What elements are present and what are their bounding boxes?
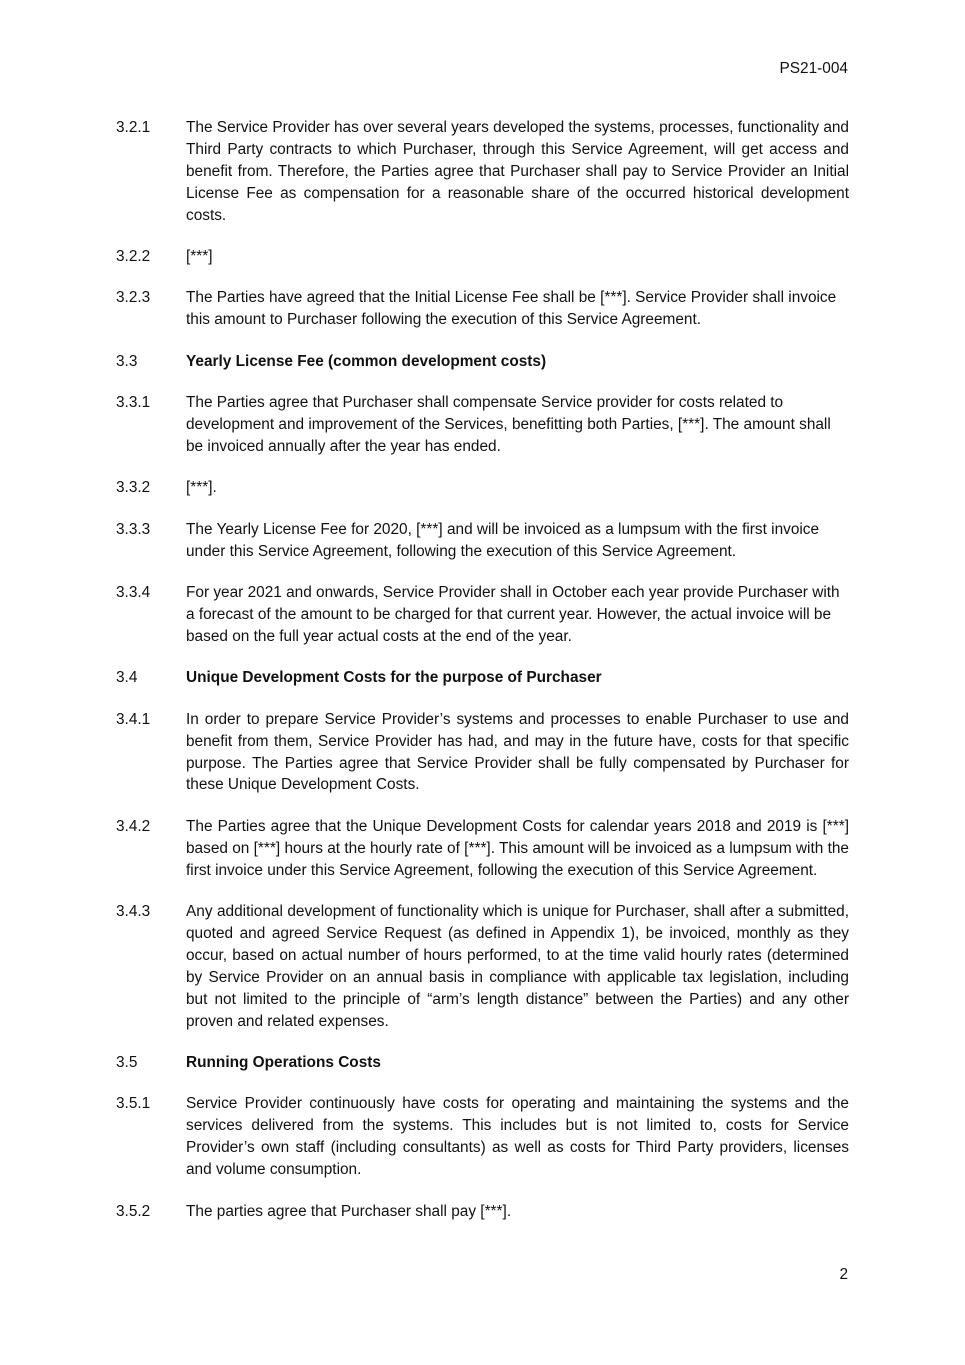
clause-number: 3.5.1 bbox=[116, 1095, 151, 1113]
document-body bbox=[116, 117, 849, 1242]
clause-number: 3.2.1 bbox=[116, 119, 151, 136]
clause-number: 3.4.3 bbox=[116, 903, 151, 921]
clause-3-3-4 bbox=[116, 582, 849, 648]
clause-text: The Parties agree that the Unique Development Costs for calendar years 2018 and 2019 is [***] based on [***] hours at the hourly rate of [***]. This amount will be invoiced as a lumpsum with the first invoice under this Service Agreement, following the execution of this Service Agreement. bbox=[186, 817, 849, 879]
clause-3-4-1 bbox=[116, 709, 849, 797]
section-number: 3.4 bbox=[116, 669, 138, 687]
clause-3-3-2 bbox=[116, 477, 849, 499]
clause-number: 3.3.2 bbox=[116, 479, 151, 497]
section-heading-3-4 bbox=[116, 667, 849, 689]
clause-text: The Yearly License Fee for 2020, [***] and will be invoiced as a lumpsum with the first invoice under this Service Agreement, following the execution of this Service Agreement. bbox=[186, 520, 820, 560]
clause-3-2-1 bbox=[116, 117, 849, 227]
clause-number: 3.4.2 bbox=[116, 817, 151, 835]
clause-number: 3.2.3 bbox=[116, 289, 151, 307]
section-heading-3-3 bbox=[116, 351, 849, 373]
clause-number: 3.5.2 bbox=[116, 1202, 151, 1220]
clause-text: [***]. bbox=[186, 479, 217, 497]
section-heading-3-5 bbox=[116, 1052, 849, 1074]
clause-number: 3.3.1 bbox=[116, 394, 151, 412]
clause-text: Any additional development of functionality which is unique for Purchaser, shall after a submitted, quoted and agreed Service Request (as defined in Appendix 1), be invoiced, monthly as they occur, based on actual number of hours performed, to at the time valid hourly rates (determined by Service Provider on an annual basis in compliance with applicable tax legislation, including but not limited to the principle of “arm’s length distance” between the Parties) and any other proven and related expenses. bbox=[186, 903, 849, 1030]
clause-text: For year 2021 and onwards, Service Provider shall in October each year provide Purchaser with a forecast of the amount to be charged for that current year. However, the actual invoice will be based on the full year actual costs at the end of the year. bbox=[186, 584, 840, 645]
clause-text: The Parties agree that Purchaser shall compensate Service provider for costs related to development and improvement of the Services, benefitting both Parties, [***]. The amount shall be invoiced annually after the year has ended. bbox=[186, 394, 831, 455]
clause-3-2-3 bbox=[116, 287, 849, 331]
clause-number: 3.2.2 bbox=[116, 248, 151, 266]
clause-3-4-2 bbox=[116, 816, 849, 882]
clause-text: The parties agree that Purchaser shall pay [***]. bbox=[186, 1202, 512, 1220]
clause-3-3-3 bbox=[116, 519, 849, 563]
page-number: 2 bbox=[839, 1266, 848, 1283]
clause-text: Service Provider continuously have costs for operating and maintaining the systems and the services delivered from the systems. This includes but is not limited to, costs for Service Provider’s own staff (including consultants) as well as costs for Third Party providers, licenses and volume consumption. bbox=[186, 1095, 849, 1179]
clause-text: The Parties have agreed that the Initial License Fee shall be [***]. Service Provider shall invoice this amount to Purchaser following the execution of this Service Agreement. bbox=[186, 289, 837, 329]
clause-3-5-1 bbox=[116, 1093, 849, 1181]
document-reference: PS21-004 bbox=[779, 60, 848, 77]
clause-text: In order to prepare Service Provider’s systems and processes to enable Purchaser to use and benefit from them, Service Provider has had, and may in the future have, costs for that specific purpose. The Parties agree that Service Provider shall be fully compensated by Purchaser for these Unique Development Costs. bbox=[186, 710, 849, 794]
section-title: Running Operations Costs bbox=[186, 1054, 381, 1071]
section-number: 3.5 bbox=[116, 1054, 138, 1071]
section-title: Yearly License Fee (common development costs) bbox=[186, 352, 547, 370]
clause-number: 3.3.4 bbox=[116, 584, 151, 602]
clause-3-4-3 bbox=[116, 901, 849, 1032]
clause-3-2-2 bbox=[116, 246, 849, 268]
clause-3-3-1 bbox=[116, 392, 849, 458]
clause-text: The Service Provider has over several years developed the systems, processes, functionality and Third Party contracts to which Purchaser, through this Service Agreement, will get access and benefit from. Therefore, the Parties agree that Purchaser shall pay to Service Provider an Initial License Fee as compensation for a reasonable share of the occurred historical development costs. bbox=[186, 119, 849, 224]
clause-text: [***] bbox=[186, 248, 213, 266]
section-number: 3.3 bbox=[116, 352, 138, 370]
clause-number: 3.4.1 bbox=[116, 710, 151, 728]
section-title: Unique Development Costs for the purpose of Purchaser bbox=[186, 669, 602, 687]
clause-3-5-2 bbox=[116, 1201, 849, 1223]
clause-number: 3.3.3 bbox=[116, 520, 151, 538]
